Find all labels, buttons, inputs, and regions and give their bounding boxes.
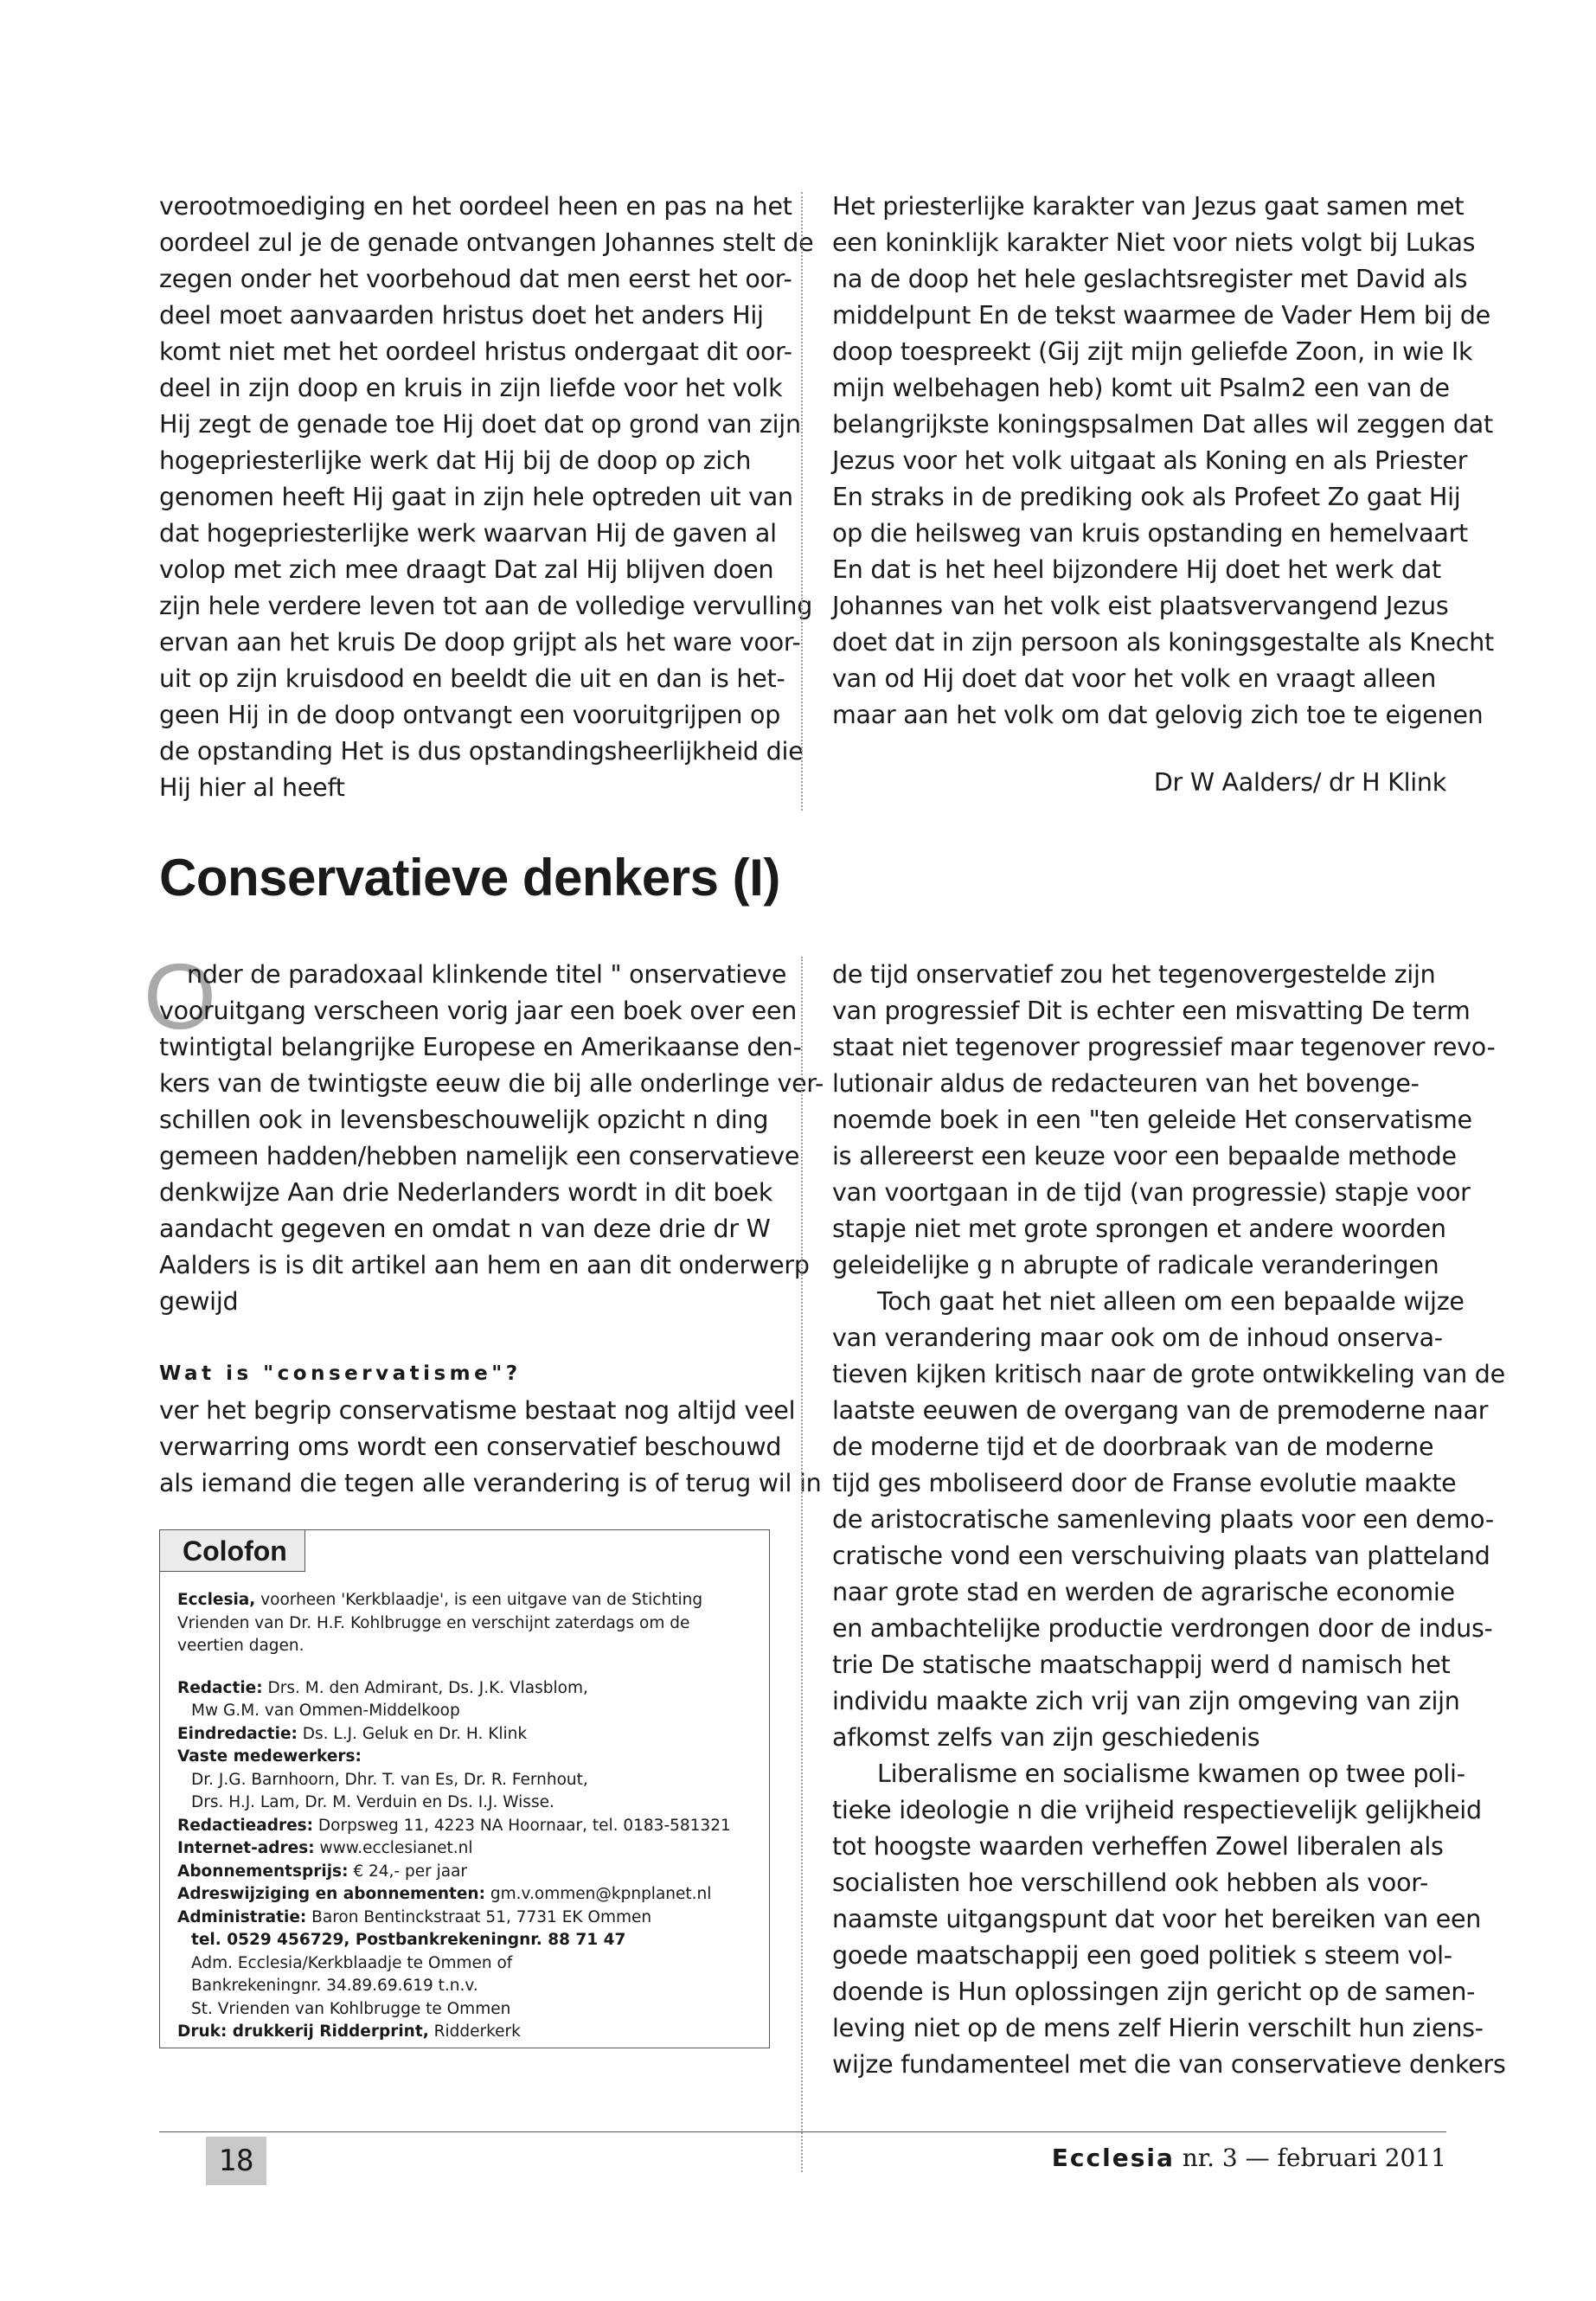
text-line: geen Hij in de doop ontvangt een vooruitgrijpen op [159, 701, 781, 729]
colofon-admin-3: Adm. Ecclesia/Kerkblaadje te Ommen of [191, 1953, 513, 1972]
colofon-admin-4: Bankrekeningnr. 34.89.69.619 t.n.v. [191, 1977, 478, 1995]
text-line: naamste uitgangspunt dat voor het bereiken van een [832, 1905, 1482, 1933]
text-line: middelpunt En de tekst waarmee de Vader Hem bij de [832, 301, 1490, 330]
text-line: van od Hij doet dat voor het volk en vraagt alleen [832, 664, 1437, 693]
administratie-value: Baron Bentinckstraat 51, 7731 EK Ommen [306, 1907, 652, 1926]
text-line: vooruitgang verscheen vorig jaar een boek over een [159, 997, 798, 1025]
article-top-right-text [832, 189, 1494, 734]
colofon-intro [177, 1589, 757, 1658]
text-line: volop met zich mee draagt Dat zal Hij blijven doen [159, 555, 774, 584]
journal-issue: nr. 3 — februari 2011 [1174, 2144, 1446, 2172]
article-main-left-column [159, 957, 824, 1502]
column-divider-top [801, 192, 803, 811]
text-line: Aalders is is dit artikel aan hem en aan dit onderwerp [159, 1251, 810, 1279]
text-line: lutionair aldus de redacteuren van het bovenge- [832, 1069, 1420, 1098]
text-line: verootmoediging en het oordeel heen en pas na het [159, 192, 792, 221]
redactie-value: Drs. M. den Admirant, Ds. J.K. Vlasblom, [262, 1678, 588, 1697]
text-line: op die heilsweg van kruis opstanding en hemelvaart [832, 519, 1468, 548]
text-line: uit op zijn kruisdood en beeldt die uit en dan is het- [159, 664, 785, 693]
article-signature: Dr W Aalders/ dr H Klink [1153, 768, 1446, 797]
colofon-druk [177, 2021, 757, 2044]
column-divider-bottom [801, 957, 803, 2172]
adreswijziging-label: Adreswijziging en abonnementen: [177, 1885, 485, 1903]
text-line: een koninklijk karakter Niet voor niets volgt bij Lukas [832, 228, 1476, 257]
text-line: goede maatschappij een goed politiek s steem vol- [832, 1941, 1452, 1970]
text-line: de aristocratische samenleving plaats voor een demo- [832, 1505, 1494, 1534]
text-line: noemde boek in een "ten geleide Het conservatisme [832, 1106, 1472, 1134]
text-line: genomen heeft Hij gaat in zijn hele optreden uit van [159, 483, 793, 511]
text-line: is allereerst een keuze voor een bepaalde methode [832, 1142, 1457, 1170]
text-line: van voortgaan in de tijd (van progressie) stapje voor [832, 1178, 1471, 1207]
text-line: Hij zegt de genade toe Hij doet dat op grond van zijn [159, 410, 801, 439]
journal-name: Ecclesia [1051, 2144, 1175, 2172]
text-line: doop toespreekt (Gij zijt mijn geliefde Zoon, in wie Ik [832, 337, 1473, 366]
abonnement-label: Abonnementsprijs: [177, 1862, 349, 1881]
text-line: van verandering maar ook om de inhoud onserva- [832, 1324, 1443, 1352]
text-line: Liberalisme en socialisme kwamen op twee poli- [877, 1759, 1465, 1788]
page-number: 18 [206, 2137, 266, 2185]
text-line: stapje niet met grote sprongen et andere woorden [832, 1215, 1446, 1243]
colofon-intro-bold: Ecclesia, [177, 1591, 256, 1609]
text-line: doet dat in zijn persoon als koningsgestalte als Knecht [832, 628, 1494, 657]
text-line: ervan aan het kruis De doop grijpt als het ware voor- [159, 628, 801, 657]
colofon-medewerkers-label: Vaste medewerkers: [177, 1747, 362, 1766]
article-intro-text [159, 957, 824, 1320]
abonnement-value: € 24,- per jaar [348, 1862, 468, 1881]
text-line: schillen ook in levensbeschouwelijk opzicht n ding [159, 1106, 769, 1134]
text-line: tot hoogste waarden verheffen Zowel liberalen als [832, 1832, 1444, 1861]
section-text [159, 1393, 822, 1502]
text-line: ver het begrip conservatisme bestaat nog altijd veel [159, 1396, 796, 1425]
text-line: tijd ges mboliseerd door de Franse evolutie maakte [832, 1469, 1457, 1497]
eindredactie-label: Eindredactie: [177, 1724, 298, 1743]
colofon-admin-2: tel. 0529 456729, Postbankrekeningnr. 88 71 47 [191, 1931, 626, 1949]
colofon-redactie [177, 1677, 757, 1701]
article-title: Conservatieve denkers (I) [159, 849, 780, 907]
druk-label: Druk: drukkerij Ridderprint, [177, 2022, 429, 2041]
text-line: Jezus voor het volk uitgaat als Koning en als Priester [832, 446, 1468, 475]
text-line: verwarring oms wordt een conservatief beschouwd [159, 1433, 782, 1461]
adreswijziging-value: gm.v.ommen@kpnplanet.nl [485, 1885, 712, 1903]
colofon-medewerkers-1: Dr. J.G. Barnhoorn, Dhr. T. van Es, Dr. R. Fernhout, [191, 1770, 588, 1789]
text-line: de tijd onservatief zou het tegenovergestelde zijn [832, 960, 1436, 989]
text-line: staat niet tegenover progressief maar tegenover revo- [832, 1033, 1496, 1061]
colofon-medewerkers-2: Drs. H.J. Lam, Dr. M. Verduin en Ds. I.J. Wisse. [191, 1793, 554, 1811]
text-line: individu maakte zich vrij van zijn omgeving van zijn [832, 1687, 1460, 1715]
drop-cap: O [144, 944, 217, 1048]
colofon-administratie [177, 1907, 757, 1930]
footer-rule [159, 2131, 1446, 2132]
eindredactie-value: Ds. L.J. Geluk en Dr. H. Klink [297, 1724, 528, 1743]
text-line: gewijd [159, 1287, 239, 1316]
text-line: mijn welbehagen heb) komt uit Psalm2 een van de [832, 374, 1450, 402]
article-top-left-text [159, 189, 814, 806]
text-line: de opstanding Het is dus opstandingsheerlijkheid die [159, 737, 804, 766]
colofon-box [159, 1529, 770, 2048]
article-main-right-column [832, 957, 1506, 2083]
text-line: en ambachtelijke productie verdrongen door de indus- [832, 1614, 1493, 1643]
text-line: twintigtal belangrijke Europese en Amerikaanse den- [159, 1033, 802, 1061]
colofon-eindredactie [177, 1723, 757, 1747]
text-line: wijze fundamenteel met die van conservatieve denkers [832, 2050, 1506, 2079]
article-top-left-column [159, 189, 814, 806]
footer-journal-info [1052, 2144, 1446, 2172]
colofon-admin-5: St. Vrienden van Kohlbrugge te Ommen [191, 1999, 511, 2018]
colofon-intro-rest: voorheen 'Kerkblaadje', is een uitgave van de Stichting Vrienden van Dr. H.F. Kohlbrugge en verschijnt zaterdags om de veertien dagen. [177, 1591, 703, 1655]
text-line: cratische vond een verschuiving plaats van platteland [832, 1541, 1490, 1570]
text-line: kers van de twintigste eeuw die bij alle onderlinge ver- [159, 1069, 824, 1098]
text-line: dat hogepriesterlijke werk waarvan Hij de gaven al [159, 519, 777, 548]
redactie-label: Redactie: [177, 1678, 263, 1697]
druk-value: Ridderkerk [428, 2022, 521, 2041]
text-line: komt niet met het oordeel hristus ondergaat dit oor- [159, 337, 792, 366]
text-line: Toch gaat het niet alleen om een bepaalde wijze [877, 1287, 1465, 1316]
text-line: socialisten hoe verschillend ook hebben als voor- [832, 1868, 1428, 1897]
colofon-internet [177, 1837, 757, 1861]
text-line: nder de paradoxaal klinkende titel " onservatieve [187, 960, 787, 989]
text-line: En dat is het heel bijzondere Hij doet het werk dat [832, 555, 1441, 584]
text-line: gemeen hadden/hebben namelijk een conservatieve [159, 1142, 800, 1170]
text-line: leving niet op de mens zelf Hierin verschilt hun ziens- [832, 2014, 1484, 2042]
text-line: van progressief Dit is echter een misvatting De term [832, 997, 1471, 1025]
text-line: tieven kijken kritisch naar de grote ontwikkeling van de [832, 1360, 1505, 1388]
text-line: deel moet aanvaarden hristus doet het anders Hij [159, 301, 764, 330]
text-line: naar grote stad en werden de agrarische economie [832, 1578, 1455, 1606]
redactieadres-value: Dorpsweg 11, 4223 NA Hoornaar, tel. 0183-581321 [313, 1816, 731, 1835]
internet-value: www.ecclesianet.nl [314, 1839, 473, 1857]
text-line: de moderne tijd et de doorbraak van de moderne [832, 1433, 1434, 1461]
text-line: zijn hele verdere leven tot aan de volledige vervulling [159, 592, 813, 620]
article-top-right-column [832, 189, 1494, 801]
text-line: zegen onder het voorbehoud dat men eerst het oor- [159, 265, 792, 293]
text-line: Johannes van het volk eist plaatsvervangend Jezus [832, 592, 1449, 620]
colofon-heading: Colofon [160, 1530, 305, 1572]
text-line: Hij hier al heeft [159, 773, 345, 802]
text-line: afkomst zelfs van zijn geschiedenis [832, 1723, 1260, 1752]
text-line: trie De statische maatschappij werd d namisch het [832, 1650, 1451, 1679]
administratie-label: Administratie: [177, 1907, 307, 1926]
text-line: deel in zijn doop en kruis in zijn liefde voor het volk [159, 374, 783, 402]
text-line: Het priesterlijke karakter van Jezus gaat samen met [832, 192, 1465, 221]
text-line: hogepriesterlijke werk dat Hij bij de doop op zich [159, 446, 752, 475]
colofon-redactieadres [177, 1815, 757, 1838]
text-line: als iemand die tegen alle verandering is of terug wil in [159, 1469, 822, 1497]
text-line: geleidelijke g n abrupte of radicale veranderingen [832, 1251, 1439, 1279]
text-line: oordeel zul je de genade ontvangen Johannes stelt de [159, 228, 814, 257]
article-main-right-text [832, 957, 1506, 2083]
text-line: denkwijze Aan drie Nederlanders wordt in dit boek [159, 1178, 773, 1207]
text-line: aandacht gegeven en omdat n van deze drie dr W [159, 1215, 771, 1243]
text-line: tieke ideologie n die vrijheid respectievelijk gelijkheid [832, 1796, 1482, 1824]
text-line: belangrijkste koningspsalmen Dat alles wil zeggen dat [832, 410, 1493, 439]
colofon-abonnement [177, 1861, 757, 1884]
text-line: En straks in de prediking ook als Profeet Zo gaat Hij [832, 483, 1461, 511]
internet-label: Internet-adres: [177, 1839, 315, 1857]
text-line: maar aan het volk om dat gelovig zich toe te eigenen [832, 701, 1484, 729]
text-line: na de doop het hele geslachtsregister met David als [832, 265, 1468, 293]
redactieadres-label: Redactieadres: [177, 1816, 314, 1835]
colofon-body [177, 1589, 757, 2044]
section-subheading: Wat is "conservatisme"? [159, 1362, 522, 1385]
text-line: laatste eeuwen de overgang van de premoderne naar [832, 1396, 1489, 1425]
colofon-redactie-2: Mw G.M. van Ommen-Middelkoop [191, 1702, 460, 1720]
colofon-adreswijziging [177, 1883, 757, 1907]
text-line: doende is Hun oplossingen zijn gericht op de samen- [832, 1977, 1476, 2006]
